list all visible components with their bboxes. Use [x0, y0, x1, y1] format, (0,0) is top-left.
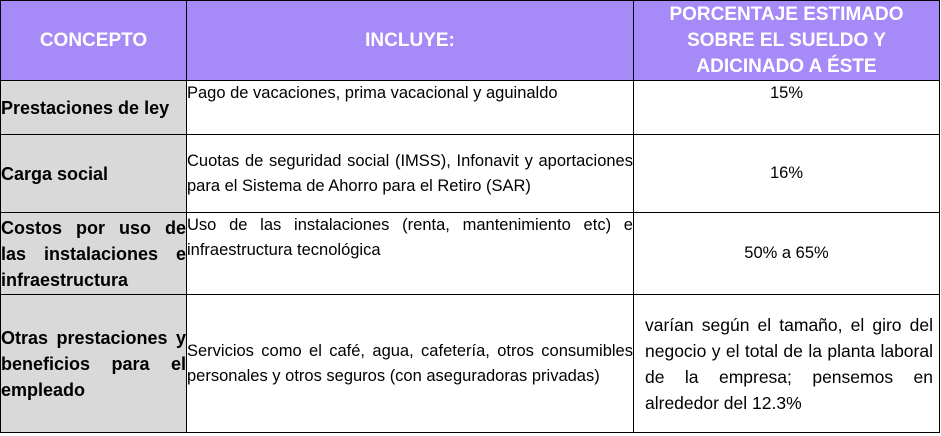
- row-porcentaje: 16%: [634, 135, 940, 213]
- header-concepto: CONCEPTO: [1, 1, 187, 81]
- row-incluye: Servicios como el café, agua, cafetería, otros consumibles personales y otros seguros (con aseguradoras privadas): [187, 295, 634, 433]
- row-porcentaje: varían según el tamaño, el giro del negocio y el total de la planta laboral de la empresa; pensemos en alrededor del 12.3%: [634, 295, 940, 433]
- row-porcentaje: 50% a 65%: [634, 213, 940, 295]
- header-incluye: INCLUYE:: [187, 1, 634, 81]
- row-incluye: Pago de vacaciones, prima vacacional y aguinaldo: [187, 81, 634, 135]
- table-row: [1, 135, 940, 213]
- row-concepto: Carga social: [1, 135, 187, 213]
- row-concepto: Prestaciones de ley: [1, 81, 187, 135]
- row-concepto: Costos por uso de las instalaciones e infraestructura: [1, 213, 187, 295]
- row-porcentaje: 15%: [634, 81, 940, 135]
- table-row: [1, 295, 940, 433]
- table-row: [1, 213, 940, 295]
- table-row: [1, 81, 940, 135]
- row-incluye: Uso de las instalaciones (renta, mantenimiento etc) e infraestructura tecnológica: [187, 213, 634, 295]
- row-incluye: Cuotas de seguridad social (IMSS), Infonavit y aportaciones para el Sistema de Ahorro para el Retiro (SAR): [187, 135, 634, 213]
- header-row: [1, 1, 940, 81]
- row-concepto: Otras prestaciones y beneficios para el empleado: [1, 295, 187, 433]
- header-porcentaje: PORCENTAJE ESTIMADO SOBRE EL SUELDO Y ADICINADO A ÉSTE: [634, 1, 940, 81]
